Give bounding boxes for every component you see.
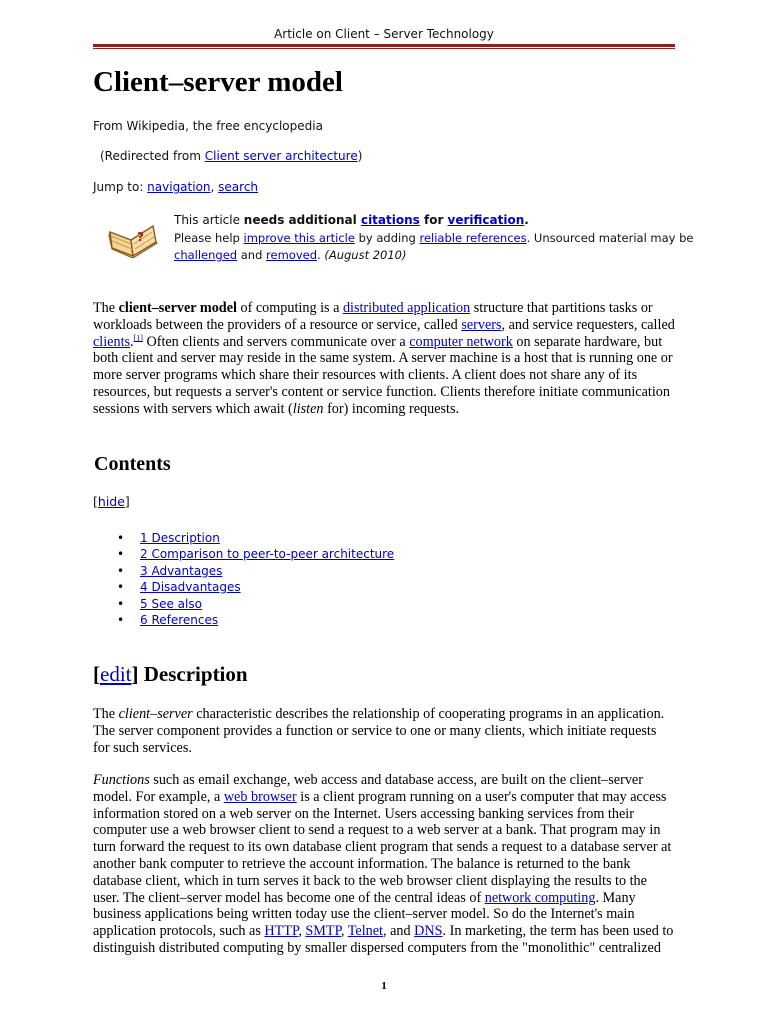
notice-text-a: This article [174,213,244,227]
notice-text-h: and [237,248,267,262]
description-text: is a client program running on a user's computer that may access information stored on a web server on the Internet. Users accessing banking services from their computer use a web browser client to send a request to a web server at a bank. That program may in turn forward the request to its own database client program that sends a request to a database server at another bank computer to retrieve the account information. The balance is returned to the bank database client, which in turn serves it back to the web browser client displaying the results to the user. The client–server model has become one of the central ideas of [93,788,672,906]
description-emphasis: client–server [118,706,193,722]
notice-date: (August 2010) [324,248,407,262]
bullet: • [117,563,125,578]
header-rule-thick [93,44,675,47]
toc-link-advantages[interactable]: 3 Advantages [140,563,223,578]
toc-item [117,563,394,579]
table-of-contents [117,530,394,628]
bullet: • [117,580,125,595]
edit-bracket-open: [ [93,662,100,686]
bullet: • [117,531,125,545]
intro-emphasis: listen [292,400,324,417]
challenged-link[interactable]: challenged [174,248,238,262]
description-text: such as email exchange, web access and database access, are built on the client–server model. For example, a [93,772,643,805]
notice-text-c: for [419,213,448,227]
toc-item [117,612,394,628]
notice-text-g: . Unsourced material may be [526,230,694,245]
description-text: . Many business applications being written today use the client–server model. So do the Internet's main application protocols, such as [93,889,636,940]
clients-link[interactable]: clients [93,333,131,350]
svg-text:?: ? [137,230,144,244]
jump-to-line [93,180,258,194]
description-text: , and [383,923,415,940]
header-rule-thin [93,48,675,49]
toc-toggle [93,494,130,509]
notice-text-i: . [317,248,325,262]
smtp-link[interactable]: SMTP [305,923,341,940]
dns-link[interactable]: DNS [414,923,443,940]
description-text: characteristic describes the relationship of cooperating programs in an application. The server component provides a function or service to one or many clients, which initiate requests for such services. [93,706,665,756]
toc-link-disadvantages[interactable]: 4 Disadvantages [140,580,241,595]
toc-bracket-open: [ [93,494,98,509]
edit-section-link[interactable]: edit [100,662,132,686]
edit-bracket-close: ] [131,662,139,686]
notice-line-2 [174,230,694,248]
description-paragraph-2 [93,772,675,957]
intro-text: structure that partitions tasks or workloads between the providers of a resource or service, called [93,300,653,333]
citation-notice [107,212,694,268]
jump-separator: , [210,180,219,194]
notice-text [174,212,694,265]
description-emphasis: Functions [93,772,150,788]
toc-item [117,530,394,546]
toc-item [117,546,394,562]
notice-text-f: by adding [354,230,420,245]
hide-toc-link[interactable]: hide [97,494,125,509]
jump-navigation-link[interactable]: navigation [147,180,211,194]
toc-link-references[interactable]: 6 References [140,612,219,627]
jump-prefix: Jump to: [93,180,148,194]
intro-text: The [93,300,119,316]
intro-text: Often clients and servers communicate over a [142,333,410,350]
verification-link[interactable]: verification [447,213,525,227]
toc-link-description[interactable]: 1 Description [140,531,220,545]
page-title: Client–server model [93,66,343,98]
intro-term: client–server model [118,300,237,316]
notice-line-3 [174,247,694,265]
description-text: The [93,706,119,722]
computer-network-link[interactable]: computer network [409,333,513,350]
distributed-application-link[interactable]: distributed application [342,300,471,316]
notice-line-1 [174,212,694,230]
bullet: • [117,596,125,611]
bullet: • [117,547,125,562]
telnet-link[interactable]: Telnet [347,923,383,940]
redirect-suffix: ) [357,149,363,163]
description-text: . In marketing, the term has been used to distinguish distributed computing by smaller dispersed computers from the "monolithic" centralized [93,923,674,956]
notice-text-d: . [524,213,529,227]
intro-text: of computing is a [236,300,343,316]
toc-link-comparison[interactable]: 2 Comparison to peer-to-peer architecture [140,547,395,562]
toc-item [117,596,394,612]
intro-text: , and service requesters, called [501,316,675,333]
redirect-link[interactable]: Client server architecture [204,149,358,163]
reference-1-link[interactable]: [1] [133,332,143,342]
source-line: From Wikipedia, the free encyclopedia [93,119,323,133]
intro-text: on separate hardware, but both client and server may reside in the same system. A server machine is a host that is running one or more server programs which share their resources with clients. A client does not share any of its resources, but requests a server's content or service function. Clients therefore initiate communication sessions with servers which await ( [93,333,673,417]
web-browser-link[interactable]: web browser [223,788,297,805]
description-text: , [298,923,306,940]
servers-link[interactable]: servers [461,316,502,333]
removed-link[interactable]: removed [266,248,318,262]
network-computing-link[interactable]: network computing [484,889,596,906]
intro-paragraph [93,300,675,418]
toc-link-see-also[interactable]: 5 See also [140,596,202,611]
notice-text-b: needs additional [243,213,361,227]
reliable-references-link[interactable]: reliable references [419,230,527,245]
intro-text: for) incoming requests. [323,400,460,417]
running-header: Article on Client – Server Technology [274,27,494,41]
page-number: 1 [381,980,387,992]
toc-bracket-close: ] [124,494,130,509]
contents-heading: Contents [94,453,171,475]
description-heading [93,662,248,687]
improve-article-link[interactable]: improve this article [243,230,355,245]
notice-text-e: Please help [174,230,244,245]
jump-search-link[interactable]: search [218,180,259,194]
redirect-prefix: (Redirected from [100,149,205,163]
intro-text: . [130,333,134,350]
citations-link[interactable]: citations [360,213,420,227]
description-heading-text: Description [138,662,248,686]
http-link[interactable]: HTTP [264,923,299,940]
toc-item [117,579,394,595]
description-paragraph-1 [93,706,675,756]
open-book-icon [107,218,159,258]
redirect-line [100,149,362,163]
description-text: , [340,923,348,940]
bullet: • [117,612,125,627]
